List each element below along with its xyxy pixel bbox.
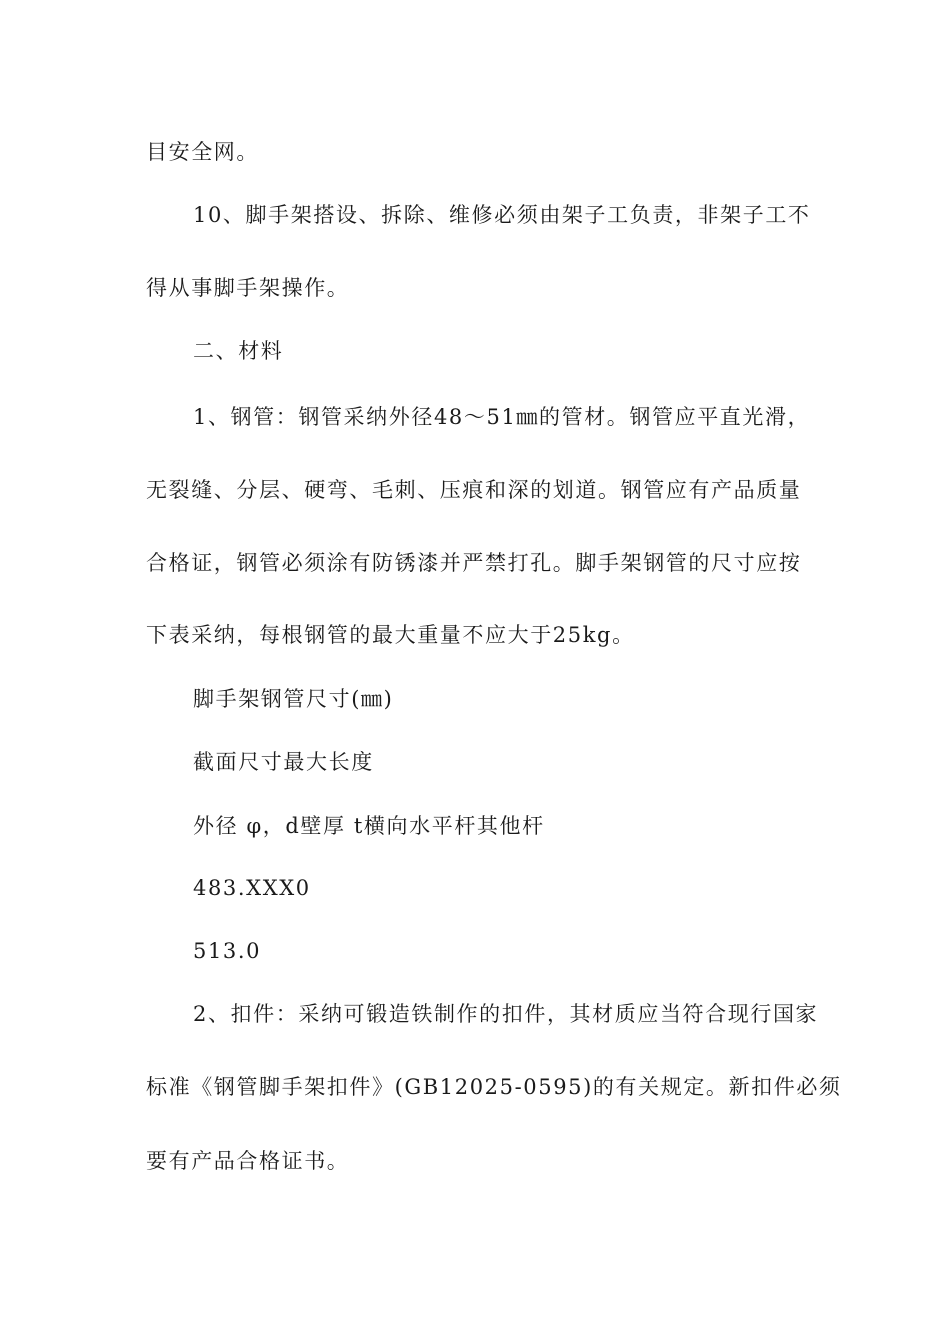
section-heading: 二、材料 <box>193 339 284 363</box>
paragraph-line: 目安全网。 <box>146 140 259 164</box>
paragraph-line: 1、钢管：钢管采纳外径48～51㎜的管材。钢管应平直光滑， <box>193 405 811 429</box>
paragraph-line: 2、扣件：采纳可锻造铁制作的扣件，其材质应当符合现行国家 <box>193 1002 819 1026</box>
table-title: 脚手架钢管尺寸(㎜) <box>193 687 394 711</box>
paragraph-line: 得从事脚手架操作。 <box>146 276 350 300</box>
paragraph-line: 标准《钢管脚手架扣件》(GB12025-0595)的有关规定。新扣件必须 <box>146 1075 842 1099</box>
table-row: 483.XXX0 <box>193 876 311 900</box>
table-row: 513.0 <box>193 939 262 963</box>
paragraph-line: 无裂缝、分层、硬弯、毛刺、压痕和深的划道。钢管应有产品质量 <box>146 478 802 502</box>
paragraph-line: 合格证，钢管必须涂有防锈漆并严禁打孔。脚手架钢管的尺寸应按 <box>146 551 802 575</box>
table-header: 截面尺寸最大长度 <box>193 750 374 774</box>
table-header: 外径 φ，d壁厚 t横向水平杆其他杆 <box>193 814 545 838</box>
paragraph-line: 要有产品合格证书。 <box>146 1149 350 1173</box>
paragraph-line: 下表采纳，每根钢管的最大重量不应大于25kg。 <box>146 623 635 647</box>
paragraph-line: 10、脚手架搭设、拆除、维修必须由架子工负责，非架子工不 <box>193 203 811 227</box>
